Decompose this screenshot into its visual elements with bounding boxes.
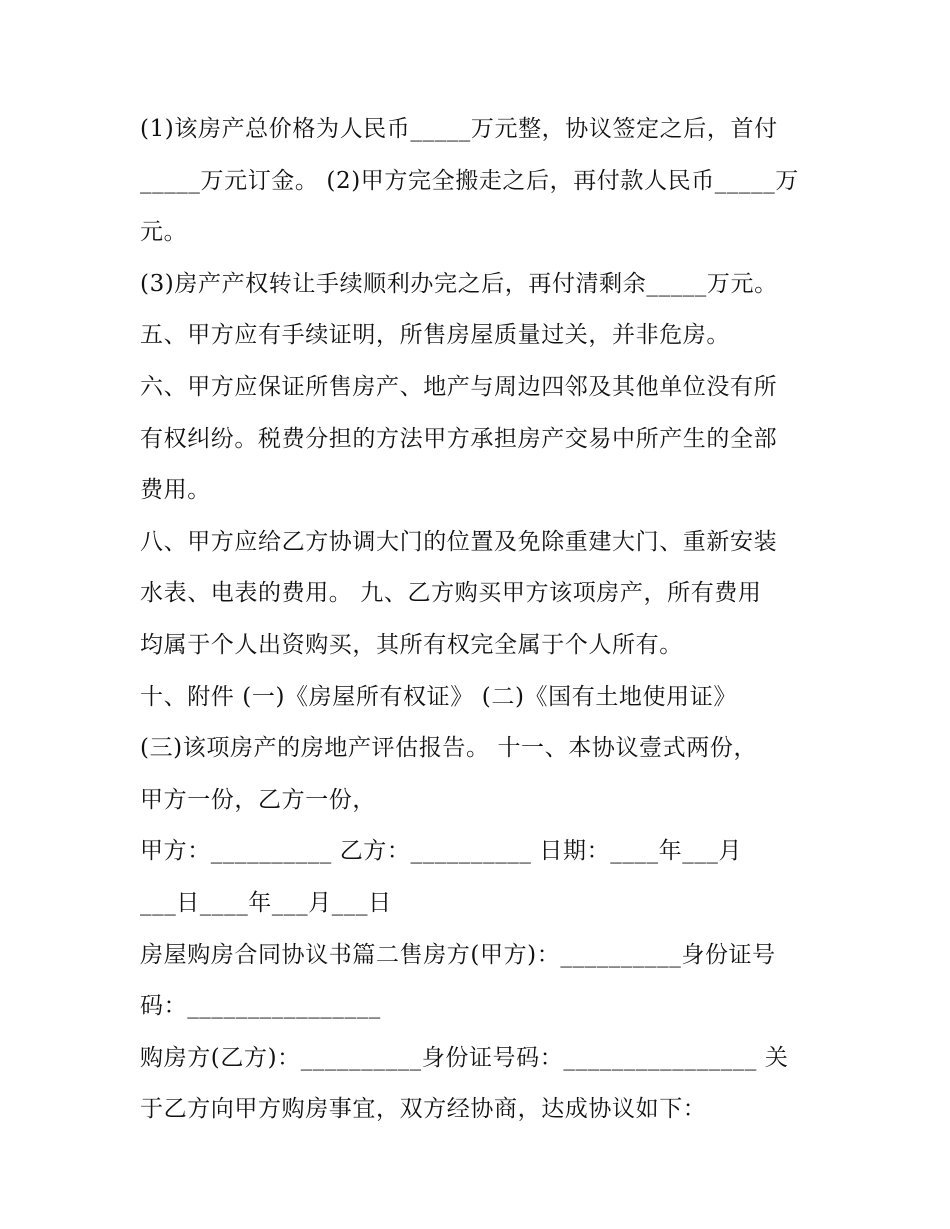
text-line: 甲方：__________ 乙方：__________ 日期：____年___月 — [140, 838, 743, 865]
text-line: (三)该项房产的房地产评估报告。 十一、本协议壹式两份， — [140, 735, 758, 762]
text-line: 水表、电表的费用。 九、乙方购买甲方该项房产，所有费用 — [140, 580, 762, 607]
text-line: _____万元订金。 (2)甲方完全搬走之后，再付款人民币_____万 — [140, 167, 799, 194]
text-line: (3)房产产权转让手续顺利办完之后，再付清剩余_____万元。 — [140, 270, 778, 297]
text-line: 八、甲方应给乙方协调大门的位置及免除重建大门、重新安装 — [140, 528, 778, 555]
text-line: 甲方一份，乙方一份， — [140, 786, 376, 813]
text-line: 元。 — [140, 219, 188, 246]
text-line: 购房方(乙方)：__________身份证号码：________________ 关 — [140, 1044, 789, 1071]
text-line: 有权纠纷。税费分担的方法甲方承担房产交易中所产生的全部 — [140, 425, 778, 452]
text-line: (1)该房产总价格为人民币_____万元整，协议签定之后，首付 — [140, 116, 778, 142]
text-line: 于乙方向甲方购房事宜，双方经协商，达成协议如下： — [140, 1096, 707, 1123]
contract-text — [140, 104, 830, 1136]
text-line: 十、附件 (一)《房屋所有权证》 (二)《国有土地使用证》 — [140, 683, 737, 710]
text-line: 均属于个人出资购买，其所有权完全属于个人所有。 — [140, 631, 683, 658]
text-line: 码：________________ — [140, 993, 381, 1020]
text-line: 五、甲方应有手续证明，所售房屋质量过关，并非危房。 — [140, 322, 730, 349]
text-line: 六、甲方应保证所售房产、地产与周边四邻及其他单位没有所 — [140, 373, 778, 400]
text-line: 费用。 — [140, 477, 211, 504]
text-line: 房屋购房合同协议书篇二售房方(甲方)：__________身份证号 — [140, 941, 776, 968]
text-line: ___日____年___月___日 — [140, 889, 392, 916]
